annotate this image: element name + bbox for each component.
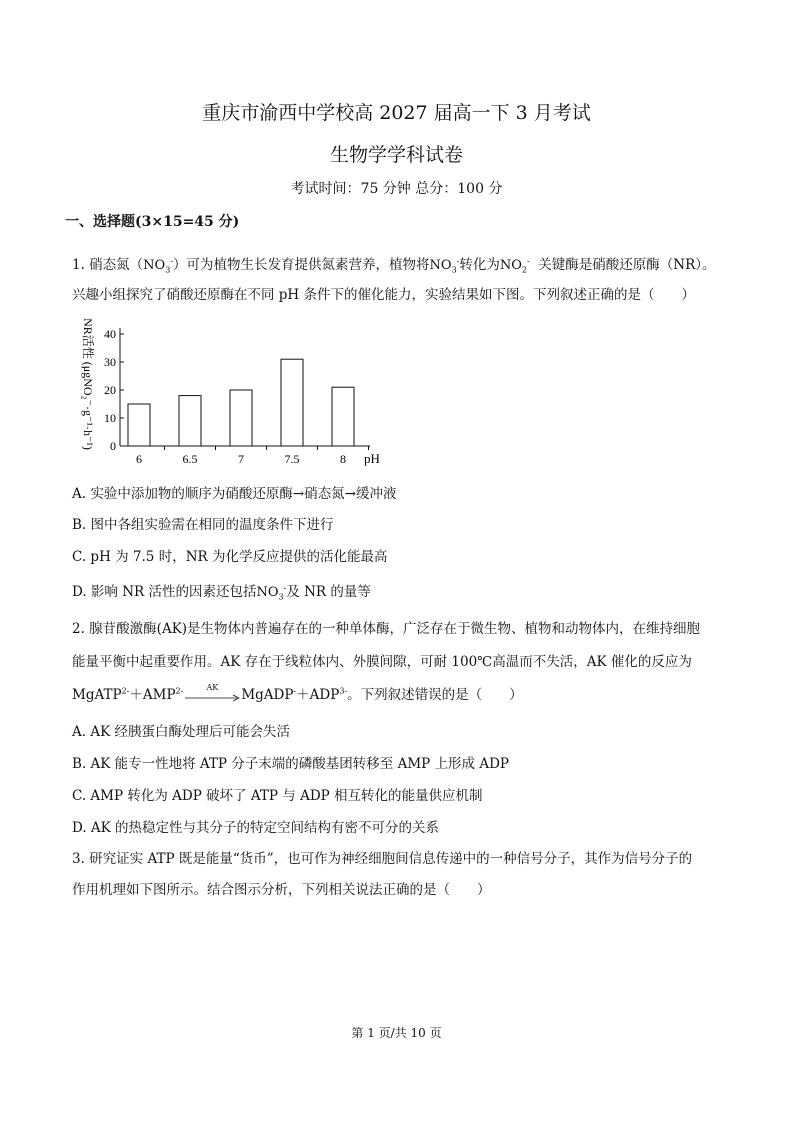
x-axis-label: pH	[364, 451, 380, 466]
q2-equation: $MgATP^{2-}+AMP^{2-}$ AK $MgADP^-+ADP^{3-}$。下列叙述错误的是（ ）	[72, 682, 523, 703]
x-tick-label: 7.5	[284, 452, 300, 466]
q1-text-b: ）可为植物生长发育提供氮素营养，植物将	[173, 257, 430, 273]
no3-formula: $NO_3^-$	[429, 256, 460, 275]
y-tick-label: 30	[104, 355, 116, 369]
bar	[179, 396, 201, 446]
q2-line2: 能量平衡中起重要作用。AK 存在于线粒体内、外膜间隙，可耐 100℃高温而不失活，AK 催化的反应为	[72, 654, 692, 670]
q1-option-d	[72, 580, 371, 602]
y-tick-label: 0	[110, 439, 116, 453]
no3-formula: $NO_3^-$	[256, 583, 287, 602]
q2-line1: 2. 腺苷酸激酶(AK)是生物体内普遍存在的一种单体酶，广泛存在于微生物、植物和动物体内，在维持细胞	[72, 621, 701, 637]
q1-line2: 兴趣小组探究了硝酸还原酶在不同 pH 条件下的催化能力，实验结果如下图。下列叙述正确的是（ ）	[72, 287, 695, 303]
no2-formula: $NO_2^-$	[499, 256, 530, 275]
section-heading: 一、选择题(3×15=45 分)	[65, 214, 240, 230]
q1-option-d-text-b: 及 NR 的量等	[286, 584, 371, 600]
y-tick-label: 20	[104, 383, 116, 397]
reaction-arrow: AK	[183, 689, 241, 703]
y-axis-label: NR活性 (μgNO₂⁻·g⁻¹·h⁻¹)	[81, 318, 95, 450]
q2-option-b: B. AK 能专一性地将 ATP 分子末端的磷酸基团转移至 AMP 上形成 ADP	[72, 756, 509, 772]
q2-option-a: A. AK 经胰蛋白酶处理后可能会失活	[72, 724, 290, 740]
q3-line2: 作用机理如下图所示。结合图示分析，下列相关说法正确的是（ ）	[72, 882, 491, 898]
x-tick-label: 7	[238, 452, 244, 466]
q1-option-d-text-a: D. 影响 NR 活性的因素还包括	[72, 584, 257, 600]
exam-title: 重庆市渝西中学校高 2027 届高一下 3 月考试	[202, 102, 591, 124]
no3-formula: $NO_3^-$	[143, 256, 174, 275]
exam-subtitle: 生物学学科试卷	[329, 144, 463, 166]
page-footer: 第 1 页/共 10 页	[351, 1026, 442, 1040]
y-tick-label: 10	[104, 411, 116, 425]
nr-activity-chart	[72, 315, 392, 470]
bar	[281, 359, 303, 446]
x-tick-label: 6	[136, 452, 142, 466]
q1-line1	[72, 253, 716, 275]
q1-text-d: 关键酶是硝酸还原酶（NR）。	[538, 257, 716, 273]
bar	[230, 390, 252, 446]
q3-line1: 3. 研究证实 ATP 既是能量“货币”，也可作为神经细胞间信息传递中的一种信号分子，其作为信号分子的	[72, 851, 693, 867]
q1-option-b: B. 图中各组实验需在相同的温度条件下进行	[72, 517, 334, 533]
exam-info: 考试时间：75 分钟 总分：100 分	[290, 181, 503, 197]
q1-text-c: 转化为	[459, 257, 500, 273]
x-tick-label: 8	[340, 452, 346, 466]
x-tick-label: 6.5	[182, 452, 198, 466]
q1-text-a: 1. 硝态氮（	[72, 257, 144, 273]
q1-option-a: A. 实验中添加物的顺序为硝酸还原酶→硝态氮→缓冲液	[72, 486, 397, 502]
q2-option-d: D. AK 的热稳定性与其分子的特定空间结构有密不可分的关系	[72, 820, 440, 836]
bar	[332, 387, 354, 446]
y-tick-label: 40	[104, 327, 116, 341]
q1-option-c: C. pH 为 7.5 时，NR 为化学反应提供的活化能最高	[72, 549, 388, 565]
q2-option-c: C. AMP 转化为 ADP 破坏了 ATP 与 ADP 相互转化的能量供应机制	[72, 788, 483, 804]
bar	[128, 404, 150, 446]
